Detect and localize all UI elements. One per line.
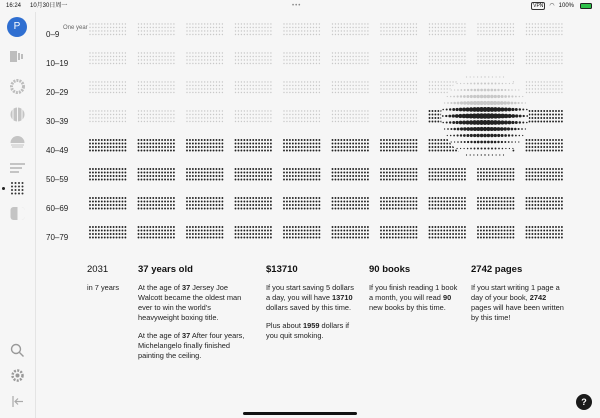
stat-money <box>266 265 358 349</box>
year-block <box>526 23 563 35</box>
year-block <box>186 23 223 35</box>
row-label-4: 40–49 <box>46 146 69 155</box>
gear-icon[interactable] <box>9 367 26 384</box>
year-block <box>89 139 126 151</box>
week-view-icon[interactable] <box>9 48 26 65</box>
sidebar <box>0 12 36 418</box>
year-block <box>186 110 223 122</box>
year-block <box>235 23 272 35</box>
age-title: 37 years old <box>138 264 193 275</box>
year-block <box>332 197 369 209</box>
year-block <box>283 52 320 64</box>
year-block <box>138 81 175 93</box>
dot-grid-icon[interactable] <box>9 180 26 197</box>
year-block <box>283 23 320 35</box>
year-block <box>138 23 175 35</box>
help-button[interactable]: ? <box>576 394 592 410</box>
books-title: 90 books <box>369 264 411 275</box>
year-block <box>332 110 369 122</box>
year-block <box>526 139 563 151</box>
year-block <box>380 168 417 180</box>
life-dot-grid <box>37 12 600 252</box>
year-block <box>283 168 320 180</box>
year-block <box>283 110 320 122</box>
year-block <box>235 81 272 93</box>
home-indicator[interactable] <box>243 412 357 415</box>
main-panel <box>37 12 600 418</box>
year-block <box>332 168 369 180</box>
contrast-icon[interactable] <box>9 205 26 222</box>
year-block <box>526 110 563 122</box>
year-block <box>235 226 272 238</box>
wifi-icon: ◠ <box>549 3 555 9</box>
year-block <box>89 110 126 122</box>
multitask-icon[interactable]: ••• <box>292 3 302 9</box>
year-block <box>526 81 563 93</box>
year-block <box>429 226 466 238</box>
year-block <box>332 139 369 151</box>
collapse-sidebar-icon[interactable] <box>9 393 26 410</box>
money-title: $13710 <box>266 264 298 275</box>
year-block <box>526 197 563 209</box>
year-block <box>380 52 417 64</box>
year-block <box>380 226 417 238</box>
year-block <box>477 226 514 238</box>
year-block <box>186 168 223 180</box>
year-block <box>186 139 223 151</box>
year-block <box>235 168 272 180</box>
year-block <box>526 168 563 180</box>
year-block <box>283 139 320 151</box>
year-block <box>332 52 369 64</box>
year-block <box>380 139 417 151</box>
year-block <box>89 168 126 180</box>
row-label-6: 60–69 <box>46 204 69 213</box>
year-block <box>283 81 320 93</box>
year-block <box>380 81 417 93</box>
year-block <box>186 197 223 209</box>
year-block <box>89 197 126 209</box>
row-label-1: 10–19 <box>46 59 69 68</box>
year-block <box>138 197 175 209</box>
stat-year <box>87 265 127 293</box>
status-bar <box>0 0 600 12</box>
money-fact-1: If you start saving 5 dollars a day, you will have 13710 dollars saved by this time. <box>266 283 354 312</box>
stat-books <box>369 265 459 321</box>
year-wheel-icon[interactable] <box>9 78 26 95</box>
list-bars-icon[interactable] <box>9 160 26 177</box>
active-indicator <box>2 187 5 190</box>
year-block <box>477 197 514 209</box>
one-year-label: One year <box>63 25 88 31</box>
year-block <box>138 52 175 64</box>
year-block <box>332 226 369 238</box>
stat-age <box>138 265 250 369</box>
sphere-overlay <box>441 72 529 160</box>
year-block <box>429 23 466 35</box>
half-sphere-icon[interactable] <box>9 134 26 151</box>
row-label-2: 20–29 <box>46 88 69 97</box>
year-block <box>429 168 466 180</box>
year-block <box>332 81 369 93</box>
year-block <box>283 197 320 209</box>
year-block <box>89 81 126 93</box>
search-icon[interactable] <box>9 342 26 359</box>
age-fact-1: At the age of 37 Jersey Joe Walcott became the oldest man ever to win the world's heavyweight boxing title. <box>138 283 242 322</box>
year-block <box>380 23 417 35</box>
year-block <box>138 139 175 151</box>
year-block <box>283 226 320 238</box>
year-subtitle: in 7 years <box>87 283 120 292</box>
year-block <box>526 226 563 238</box>
row-label-0: 0–9 <box>46 30 60 39</box>
year-block <box>477 168 514 180</box>
year-block <box>138 168 175 180</box>
year-block <box>138 226 175 238</box>
avatar[interactable]: P <box>7 17 27 37</box>
pages-title: 2742 pages <box>471 264 523 275</box>
pages-fact: If you start writing 1 page a day of your book, 2742 pages will have been written by this time! <box>471 283 564 322</box>
year-value: 2031 <box>87 264 109 275</box>
stat-pages <box>471 265 565 331</box>
battery-percent: 100% <box>558 3 574 9</box>
row-label-7: 70–79 <box>46 233 69 242</box>
year-block <box>186 226 223 238</box>
year-block <box>235 110 272 122</box>
year-block <box>380 197 417 209</box>
year-block <box>235 52 272 64</box>
year-block <box>89 52 126 64</box>
year-block <box>186 52 223 64</box>
year-block <box>526 52 563 64</box>
year-block <box>89 226 126 238</box>
year-block <box>332 23 369 35</box>
year-block <box>186 81 223 93</box>
year-block <box>429 197 466 209</box>
status-date: 10月30日周一 <box>30 3 68 9</box>
status-time: 16:24 <box>6 3 22 9</box>
age-fact-2: At the age of 37 After four years, Michelangelo finally finished painting the ceiling. <box>138 331 245 360</box>
money-fact-2: Plus about 1959 dollars if you quit smoking. <box>266 321 350 340</box>
year-block <box>477 52 514 64</box>
row-label-5: 50–59 <box>46 175 69 184</box>
year-block <box>138 110 175 122</box>
row-label-3: 30–39 <box>46 117 69 126</box>
battery-icon <box>580 3 592 9</box>
globe-lines-icon[interactable] <box>9 106 26 123</box>
year-block <box>235 197 272 209</box>
vpn-badge: VPN <box>533 3 544 9</box>
year-block <box>429 52 466 64</box>
year-block <box>235 139 272 151</box>
year-block <box>477 23 514 35</box>
books-fact: If you finish reading 1 book a month, you will read 90 new books by this time. <box>369 283 458 312</box>
year-block <box>89 23 126 35</box>
year-block <box>380 110 417 122</box>
